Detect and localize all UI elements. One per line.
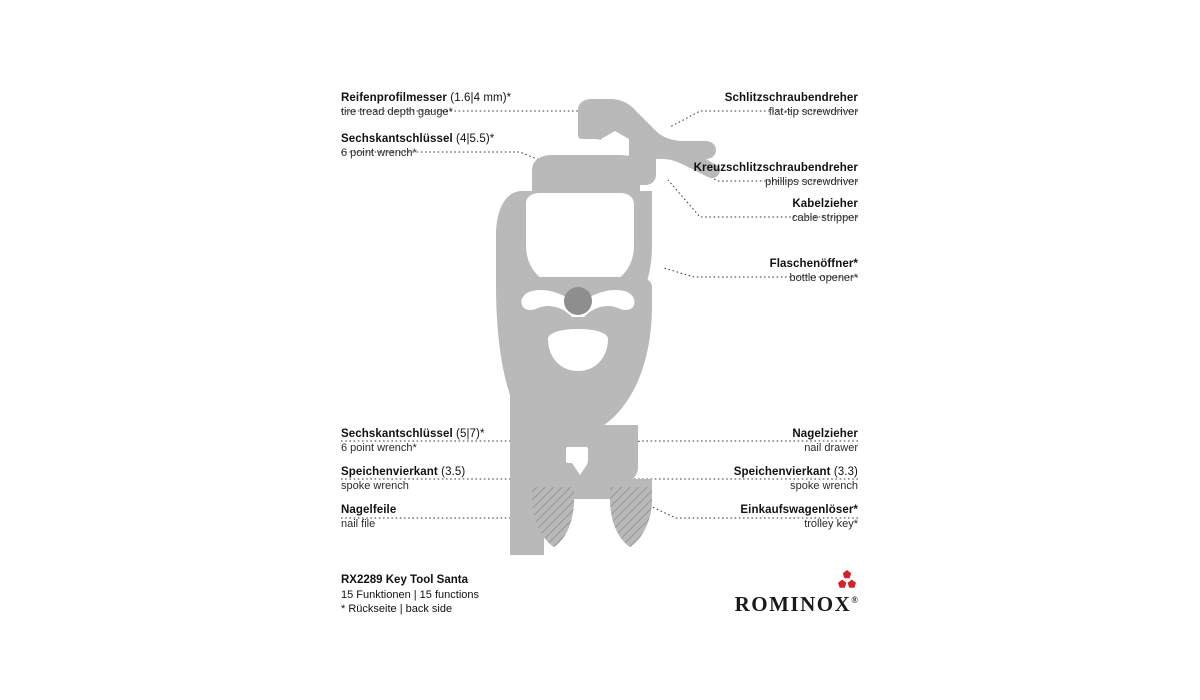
callout-label-de: Kreuzschlitzschraubendreher xyxy=(693,162,858,174)
callout-nail-file xyxy=(341,503,396,532)
rominox-mark-icon xyxy=(836,570,858,590)
product-caption xyxy=(341,573,479,617)
callout-label-de: Flaschenöffner* xyxy=(769,258,858,270)
callout-spoke-wrench-35 xyxy=(341,465,465,494)
callout-label-de: Speichenvierkant (3.5) xyxy=(341,466,466,478)
callout-trolley-key xyxy=(740,503,858,532)
callout-label-de: Sechskantschlüssel (4|5.5)* xyxy=(341,133,495,145)
callout-bottle-opener xyxy=(770,257,858,286)
callout-label-de: Kabelzieher xyxy=(792,198,858,210)
callout-spoke-wrench-33 xyxy=(734,465,858,494)
callout-nail-drawer xyxy=(792,427,858,456)
callout-label-en: 6 point wrench* xyxy=(341,442,417,455)
callout-label-de: Einkaufswagenlöser* xyxy=(740,504,858,516)
callout-label-de: Nagelzieher xyxy=(792,428,858,440)
callout-tire-tread-depth-gauge xyxy=(341,91,511,120)
callout-label-en: trolley key* xyxy=(804,518,858,531)
callout-label-de: Speichenvierkant (3.3) xyxy=(733,466,858,478)
callout-label-en: phillips screwdriver xyxy=(765,176,858,189)
callout-label-de: Nagelfeile xyxy=(341,504,397,516)
callout-6-point-wrench-4-55 xyxy=(341,132,494,161)
callout-label-en: 6 point wrench* xyxy=(341,147,417,160)
callout-label-de: Schlitzschraubendreher xyxy=(724,92,858,104)
callout-label-en: nail file xyxy=(341,518,376,531)
callout-6-point-wrench-5-7 xyxy=(341,427,485,456)
callout-label-en: tire tread depth gauge* xyxy=(341,106,453,119)
callout-label-en: cable stripper xyxy=(791,212,858,225)
callout-flat-tip-screwdriver xyxy=(725,91,858,120)
product-functions: 15 Funktionen | 15 functions xyxy=(341,588,480,601)
callout-label-en: flat-tip screwdriver xyxy=(768,106,858,119)
product-back-side-note: * Rückseite | back side xyxy=(341,603,453,616)
product-code-name: RX2289 Key Tool Santa xyxy=(341,574,468,586)
callout-label-en: bottle opener* xyxy=(789,272,858,285)
callout-phillips-screwdriver xyxy=(694,161,858,190)
brand-logo xyxy=(735,570,858,617)
callout-label-de: Sechskantschlüssel (5|7)* xyxy=(341,428,485,440)
callout-label-en: nail drawer xyxy=(804,442,858,455)
callout-label-en: spoke wrench xyxy=(341,480,409,493)
callout-label-en: spoke wrench xyxy=(790,480,858,493)
callout-label-de: Reifenprofilmesser (1.6|4 mm)* xyxy=(341,92,512,104)
callout-cable-stripper xyxy=(792,197,858,226)
brand-wordmark: ROMINOX® xyxy=(734,592,858,616)
